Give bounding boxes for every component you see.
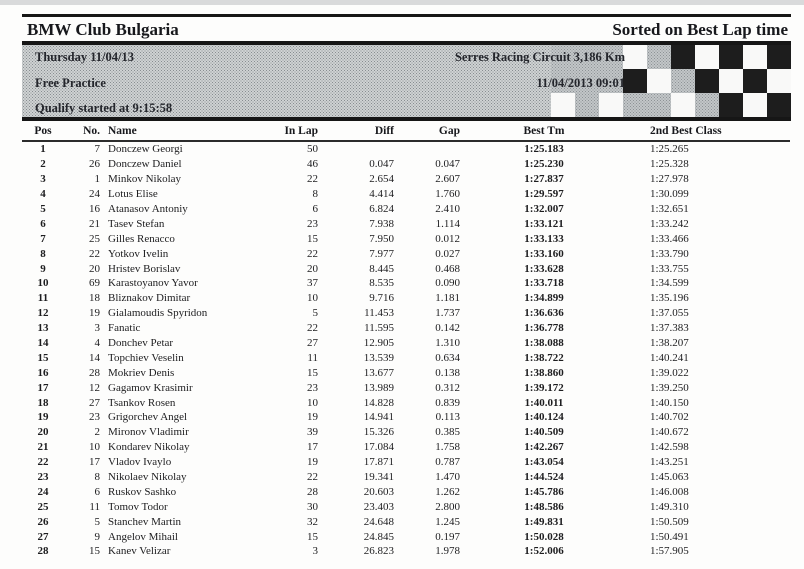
cell-no: 7 <box>94 143 100 156</box>
cell-name: Ruskov Sashko <box>108 485 177 498</box>
cell-best-tm: 1:38.722 <box>524 351 564 364</box>
table-row <box>22 172 790 187</box>
cell-name: Fanatic <box>108 322 141 335</box>
cell-in-lap: 22 <box>307 247 318 260</box>
cell-best-tm: 1:43.054 <box>524 456 564 469</box>
cell-no: 26 <box>89 158 100 171</box>
cell-in-lap: 28 <box>307 485 318 498</box>
checker-cell <box>767 69 791 93</box>
cell-2nd-best: 1:39.250 <box>650 381 689 394</box>
circuit-name: Serres Racing Circuit 3,186 Km <box>454 50 625 64</box>
cell-name: Minkov Nikolay <box>108 173 182 186</box>
table-row <box>22 261 790 276</box>
checker-cell <box>695 93 719 117</box>
results-table <box>22 123 790 559</box>
cell-in-lap: 27 <box>307 337 318 350</box>
checker-cell <box>671 69 695 93</box>
table-header-row <box>22 123 790 141</box>
cell-no: 3 <box>94 322 100 335</box>
cell-name: Hristev Borislav <box>108 262 181 275</box>
cell-name: Kondarev Nikolay <box>108 441 190 454</box>
cell-pos: 25 <box>37 500 49 513</box>
cell-no: 1 <box>94 173 100 186</box>
cell-gap: 0.012 <box>435 232 460 245</box>
cell-diff: 11.453 <box>364 307 394 320</box>
cell-gap: 0.634 <box>435 351 460 364</box>
cell-2nd-best: 1:33.790 <box>650 247 689 260</box>
checker-cell <box>599 93 623 117</box>
title-row <box>27 17 788 40</box>
cell-best-tm: 1:34.899 <box>524 292 564 305</box>
cell-best-tm: 1:38.860 <box>524 366 564 379</box>
cell-pos: 26 <box>37 515 49 528</box>
table-row <box>22 246 790 261</box>
cell-gap: 1.737 <box>435 307 460 320</box>
table-row <box>22 291 790 306</box>
cell-best-tm: 1:50.028 <box>524 530 564 543</box>
cell-gap: 0.090 <box>435 277 460 290</box>
cell-in-lap: 50 <box>307 143 318 156</box>
cell-no: 2 <box>94 426 100 439</box>
table-row <box>22 216 790 231</box>
cell-no: 69 <box>89 277 100 290</box>
cell-in-lap: 32 <box>307 515 318 528</box>
cell-name: Yotkov Ivelin <box>108 247 169 260</box>
cell-diff: 4.414 <box>369 188 394 201</box>
cell-diff: 7.938 <box>369 217 394 230</box>
table-row <box>22 321 790 336</box>
cell-best-tm: 1:27.837 <box>524 173 564 186</box>
cell-in-lap: 37 <box>307 277 318 290</box>
cell-in-lap: 19 <box>307 411 318 424</box>
cell-gap: 0.113 <box>435 411 460 424</box>
cell-best-tm: 1:25.183 <box>524 143 564 156</box>
cell-gap: 1.310 <box>435 337 460 350</box>
col-header-2nd-best: 2nd Best Class <box>628 123 790 141</box>
cell-in-lap: 3 <box>312 545 318 558</box>
cell-gap: 0.468 <box>435 262 460 275</box>
cell-gap: 1.181 <box>435 292 460 305</box>
event-info-banner <box>22 45 791 117</box>
cell-no: 24 <box>89 188 100 201</box>
cell-pos: 18 <box>37 396 49 409</box>
table-row <box>22 202 790 217</box>
cell-diff: 8.445 <box>369 262 394 275</box>
cell-in-lap: 23 <box>307 381 318 394</box>
cell-name: Gilles Renacco <box>108 232 175 245</box>
table-row <box>22 440 790 455</box>
cell-in-lap: 15 <box>307 366 318 379</box>
cell-best-tm: 1:49.831 <box>524 515 564 528</box>
cell-no: 15 <box>89 545 100 558</box>
cell-pos: 7 <box>40 232 46 245</box>
table-row <box>22 395 790 410</box>
cell-gap: 0.385 <box>435 426 460 439</box>
cell-diff: 14.941 <box>363 411 394 424</box>
cell-pos: 8 <box>40 247 46 260</box>
checker-cell <box>671 45 695 69</box>
cell-no: 17 <box>89 456 100 469</box>
cell-diff: 17.084 <box>363 441 394 454</box>
cell-name: Angelov Mihail <box>108 530 178 543</box>
cell-best-tm: 1:38.088 <box>524 337 564 350</box>
cell-name: Tasev Stefan <box>108 217 165 230</box>
cell-best-tm: 1:33.160 <box>524 247 564 260</box>
cell-pos: 1 <box>40 143 46 156</box>
checker-cell <box>743 45 767 69</box>
cell-2nd-best: 1:40.150 <box>650 396 689 409</box>
cell-pos: 16 <box>37 366 49 379</box>
cell-name: Bliznakov Dimitar <box>108 292 191 305</box>
cell-pos: 22 <box>37 456 49 469</box>
cell-2nd-best: 1:50.509 <box>650 515 689 528</box>
cell-diff: 9.716 <box>369 292 394 305</box>
checker-cell <box>695 45 719 69</box>
banner-underline-rule <box>22 117 791 121</box>
cell-gap: 1.262 <box>435 485 460 498</box>
results-section <box>22 123 790 559</box>
cell-name: Topchiev Veselin <box>108 351 184 364</box>
cell-name: Vladov Ivaylo <box>108 456 172 469</box>
cell-diff: 13.539 <box>363 351 394 364</box>
cell-best-tm: 1:33.133 <box>524 232 564 245</box>
cell-pos: 15 <box>37 351 49 364</box>
cell-no: 9 <box>94 530 100 543</box>
cell-diff: 15.326 <box>363 426 394 439</box>
cell-pos: 23 <box>37 471 49 484</box>
cell-in-lap: 39 <box>307 426 318 439</box>
col-header-gap: Gap <box>394 123 460 141</box>
cell-2nd-best: 1:42.598 <box>650 441 689 454</box>
cell-in-lap: 15 <box>307 232 318 245</box>
cell-name: Gagamov Krasimir <box>108 381 193 394</box>
cell-in-lap: 17 <box>307 441 318 454</box>
table-row <box>22 544 790 559</box>
cell-best-tm: 1:52.006 <box>524 545 564 558</box>
checker-cell <box>695 69 719 93</box>
cell-2nd-best: 1:33.466 <box>650 232 689 245</box>
cell-best-tm: 1:42.267 <box>524 441 564 454</box>
cell-in-lap: 19 <box>307 456 318 469</box>
cell-diff: 12.905 <box>363 337 394 350</box>
cell-best-tm: 1:33.121 <box>524 217 564 230</box>
cell-best-tm: 1:48.586 <box>524 500 564 513</box>
cell-2nd-best: 1:46.008 <box>650 485 689 498</box>
cell-diff: 20.603 <box>363 485 394 498</box>
cell-gap: 1.470 <box>435 471 460 484</box>
cell-gap: 2.410 <box>435 203 460 215</box>
cell-pos: 19 <box>37 411 49 424</box>
table-row <box>22 470 790 485</box>
cell-name: Gialamoudis Spyridon <box>108 307 208 320</box>
cell-name: Donchev Petar <box>108 337 174 350</box>
table-row <box>22 380 790 395</box>
cell-2nd-best: 1:45.063 <box>650 471 689 484</box>
checker-cell <box>743 69 767 93</box>
table-row <box>22 350 790 365</box>
cell-diff: 6.824 <box>369 203 394 215</box>
table-row <box>22 514 790 529</box>
cell-gap: 2.607 <box>435 173 460 186</box>
cell-no: 18 <box>89 292 100 305</box>
cell-no: 10 <box>89 441 100 454</box>
cell-name: Donczew Daniel <box>108 158 182 171</box>
cell-no: 16 <box>89 203 100 215</box>
cell-pos: 6 <box>40 217 46 230</box>
cell-best-tm: 1:29.597 <box>524 188 564 201</box>
cell-diff: 8.535 <box>369 277 394 290</box>
col-header-best-tm: Best Tm <box>460 123 628 141</box>
checker-cell <box>623 93 647 117</box>
cell-diff: 13.989 <box>363 381 394 394</box>
cell-name: Tomov Todor <box>108 500 168 513</box>
cell-diff: 17.871 <box>363 456 394 469</box>
cell-diff: 19.341 <box>363 471 394 484</box>
cell-2nd-best: 1:43.251 <box>650 456 689 469</box>
cell-2nd-best: 1:50.491 <box>650 530 689 543</box>
cell-no: 25 <box>89 232 100 245</box>
cell-best-tm: 1:40.011 <box>524 396 564 409</box>
cell-no: 11 <box>89 500 100 513</box>
table-row <box>22 410 790 425</box>
cell-2nd-best: 1:25.265 <box>650 143 689 156</box>
cell-no: 4 <box>94 337 100 350</box>
cell-name: Karastoyanov Yavor <box>108 277 198 290</box>
qualify-start-time: Qualify started at 9:15:58 <box>35 101 173 115</box>
cell-best-tm: 1:44.524 <box>524 471 564 484</box>
cell-pos: 20 <box>37 426 49 439</box>
table-row <box>22 336 790 351</box>
cell-in-lap: 10 <box>307 292 318 305</box>
cell-gap: 0.138 <box>435 366 460 379</box>
cell-2nd-best: 1:38.207 <box>650 337 689 350</box>
table-row <box>22 425 790 440</box>
cell-no: 6 <box>94 485 100 498</box>
cell-pos: 17 <box>37 381 49 394</box>
table-row <box>22 365 790 380</box>
cell-in-lap: 8 <box>312 188 318 201</box>
cell-name: Mironov Vladimir <box>108 426 189 439</box>
checker-cell <box>575 93 599 117</box>
cell-no: 23 <box>89 411 100 424</box>
table-row <box>22 276 790 291</box>
cell-diff: 7.950 <box>369 232 394 245</box>
checker-cell <box>551 93 575 117</box>
cell-pos: 10 <box>37 277 49 290</box>
table-row <box>22 499 790 514</box>
cell-no: 22 <box>89 247 100 260</box>
cell-no: 19 <box>89 307 100 320</box>
checker-cell <box>647 69 671 93</box>
cell-2nd-best: 1:40.241 <box>650 351 689 364</box>
col-header-no: No. <box>64 123 100 141</box>
table-row <box>22 141 790 157</box>
cell-no: 12 <box>89 381 100 394</box>
cell-gap: 2.800 <box>435 500 460 513</box>
cell-name: Grigorchev Angel <box>108 411 188 424</box>
cell-pos: 24 <box>37 485 49 498</box>
cell-in-lap: 20 <box>307 262 318 275</box>
checker-cell <box>623 69 647 93</box>
cell-best-tm: 1:40.124 <box>524 411 564 424</box>
cell-pos: 5 <box>40 203 46 215</box>
cell-2nd-best: 1:40.672 <box>650 426 689 439</box>
cell-gap: 0.047 <box>435 158 460 171</box>
cell-2nd-best: 1:27.978 <box>650 173 689 186</box>
cell-pos: 11 <box>37 292 49 305</box>
cell-2nd-best: 1:32.651 <box>650 203 689 215</box>
cell-in-lap: 23 <box>307 217 318 230</box>
cell-2nd-best: 1:35.196 <box>650 292 689 305</box>
event-date: Thursday 11/04/13 <box>35 50 134 64</box>
cell-pos: 3 <box>40 173 46 186</box>
table-row <box>22 484 790 499</box>
cell-2nd-best: 1:40.702 <box>650 411 689 424</box>
cell-best-tm: 1:39.172 <box>524 381 564 394</box>
checker-cell <box>647 93 671 117</box>
cell-2nd-best: 1:37.055 <box>650 307 689 320</box>
cell-in-lap: 22 <box>307 471 318 484</box>
checker-cell <box>671 93 695 117</box>
table-row <box>22 306 790 321</box>
results-table-body <box>22 141 790 559</box>
cell-2nd-best: 1:49.310 <box>650 500 689 513</box>
cell-2nd-best: 1:33.242 <box>650 217 689 230</box>
cell-gap: 0.787 <box>435 456 460 469</box>
table-row <box>22 529 790 544</box>
cell-diff: 11.595 <box>364 322 394 335</box>
cell-gap: 1.760 <box>435 188 460 201</box>
cell-diff: 24.648 <box>363 515 394 528</box>
cell-gap: 1.114 <box>435 217 460 230</box>
col-header-diff: Diff <box>318 123 394 141</box>
cell-name: Donczew Georgi <box>108 143 183 156</box>
checker-cell <box>719 93 743 117</box>
cell-best-tm: 1:25.230 <box>524 158 564 171</box>
cell-gap: 0.312 <box>435 381 460 394</box>
cell-in-lap: 5 <box>312 307 318 320</box>
cell-diff <box>318 141 394 157</box>
cell-no: 14 <box>89 351 100 364</box>
cell-name: Nikolaev Nikolay <box>108 471 187 484</box>
checker-cell <box>647 45 671 69</box>
cell-gap: 1.245 <box>435 515 460 528</box>
cell-pos: 9 <box>40 262 46 275</box>
cell-2nd-best: 1:30.099 <box>650 188 689 201</box>
cell-diff: 26.823 <box>363 545 394 558</box>
checker-cell <box>743 93 767 117</box>
cell-name: Stanchev Martin <box>108 515 182 528</box>
cell-2nd-best: 1:39.022 <box>650 366 689 379</box>
cell-pos: 2 <box>40 158 46 171</box>
cell-no: 27 <box>89 396 100 409</box>
cell-name: Lotus Elise <box>108 188 158 201</box>
cell-2nd-best: 1:33.755 <box>650 262 689 275</box>
cell-gap: 0.027 <box>435 247 460 260</box>
cell-in-lap: 30 <box>307 500 318 513</box>
cell-in-lap: 11 <box>307 351 318 364</box>
cell-2nd-best: 1:57.905 <box>650 545 689 558</box>
cell-no: 21 <box>89 217 100 230</box>
table-row <box>22 231 790 246</box>
session-datetime: 11/04/2013 09:01 <box>536 76 625 90</box>
cell-diff: 23.403 <box>363 500 394 513</box>
checker-cell <box>719 69 743 93</box>
cell-no: 5 <box>94 515 100 528</box>
cell-in-lap: 46 <box>307 158 318 171</box>
cell-best-tm: 1:32.007 <box>524 203 564 215</box>
cell-2nd-best: 1:25.328 <box>650 158 689 171</box>
cell-diff: 24.845 <box>363 530 394 543</box>
cell-diff: 2.654 <box>369 173 394 186</box>
cell-best-tm: 1:33.628 <box>524 262 564 275</box>
page-title: BMW Club Bulgaria <box>27 20 179 39</box>
cell-no: 20 <box>89 262 100 275</box>
cell-pos: 21 <box>37 441 49 454</box>
checker-cell <box>767 93 791 117</box>
col-header-pos: Pos <box>22 123 64 141</box>
cell-best-tm: 1:33.718 <box>524 277 564 290</box>
session-name: Free Practice <box>35 76 106 90</box>
cell-pos: 14 <box>37 337 49 350</box>
cell-diff: 0.047 <box>369 158 394 171</box>
cell-in-lap: 15 <box>307 530 318 543</box>
cell-pos: 27 <box>37 530 49 543</box>
cell-name: Mokriev Denis <box>108 366 175 379</box>
cell-gap: 0.839 <box>435 396 460 409</box>
cell-pos: 28 <box>37 545 49 558</box>
cell-pos: 4 <box>40 188 46 201</box>
cell-gap: 1.758 <box>435 441 460 454</box>
cell-diff: 14.828 <box>363 396 394 409</box>
cell-in-lap: 22 <box>307 173 318 186</box>
cell-no: 28 <box>89 366 100 379</box>
table-row <box>22 187 790 202</box>
checker-cell <box>767 45 791 69</box>
cell-in-lap: 6 <box>312 203 318 215</box>
cell-gap <box>394 141 460 157</box>
cell-in-lap: 22 <box>307 322 318 335</box>
cell-diff: 7.977 <box>369 247 394 260</box>
cell-best-tm: 1:36.778 <box>524 322 564 335</box>
cell-best-tm: 1:45.786 <box>524 485 564 498</box>
cell-pos: 12 <box>37 307 49 320</box>
cell-gap: 1.978 <box>435 545 460 558</box>
cell-2nd-best: 1:34.599 <box>650 277 689 290</box>
cell-diff: 13.677 <box>363 366 394 379</box>
cell-best-tm: 1:40.509 <box>524 426 564 439</box>
cell-name: Kanev Velizar <box>108 545 171 558</box>
table-row <box>22 157 790 172</box>
cell-gap: 0.142 <box>435 322 460 335</box>
col-header-name: Name <box>100 123 240 141</box>
cell-best-tm: 1:36.636 <box>524 307 564 320</box>
table-row <box>22 455 790 470</box>
cell-name: Atanasov Antoniy <box>108 203 188 215</box>
cell-in-lap: 10 <box>307 396 318 409</box>
scan-edge-artifact <box>0 0 804 5</box>
cell-2nd-best: 1:37.383 <box>650 322 689 335</box>
cell-no: 8 <box>94 471 100 484</box>
checker-cell <box>719 45 743 69</box>
cell-pos: 13 <box>37 322 49 335</box>
cell-name: Tsankov Rosen <box>108 396 176 409</box>
sort-order-label: Sorted on Best Lap time <box>612 20 788 39</box>
checker-cell <box>623 45 647 69</box>
cell-gap: 0.197 <box>435 530 460 543</box>
col-header-in-lap: In Lap <box>240 123 318 141</box>
